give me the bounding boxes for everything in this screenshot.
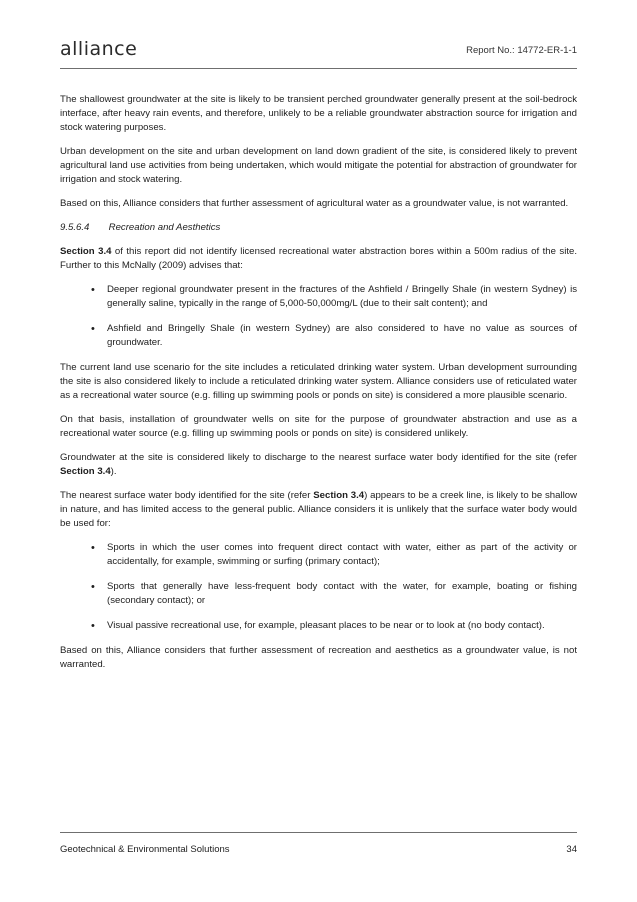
paragraph-recreation-conclusion: Based on this, Alliance considers that further assessment of recreation and aesthetics as a groundwater value, is not warranted. [60, 645, 577, 670]
page-number: 34 [566, 844, 577, 855]
paragraph-section-reference [60, 245, 577, 273]
list-item: • Ashfield and Bringelly Shale (in western Sydney) are also considered to have no value as sources of groundwater. [107, 322, 577, 350]
paragraph-agricultural-conclusion: Based on this, Alliance considers that further assessment of agricultural water as a groundwater value, is not warranted. [60, 198, 569, 209]
section-reference: Section 3.4 [313, 490, 365, 501]
bullet-list-mcnally [60, 283, 577, 350]
paragraph-text: Groundwater at the site is considered likely to discharge to the nearest surface water body identified for the site (refer [60, 452, 577, 463]
alliance-logo: alliance [60, 38, 138, 60]
paragraph-surface-water [60, 489, 577, 531]
paragraph-text: of this report did not identify licensed recreational water abstraction bores within a 500m radius of the site. Further to this McNally (2009) advises that: [60, 246, 577, 271]
list-item: • Deeper regional groundwater present in the fractures of the Ashfield / Bringelly Shale (in western Sydney) is generally saline, typically in the range of 5,000-50,000mg/L (due to their salt content); and [107, 283, 577, 311]
document-body [60, 93, 577, 682]
section-heading [60, 221, 577, 235]
list-item: • Sports that generally have less-frequent body contact with the water, for example, boating or fishing (secondary contact); or [107, 580, 577, 608]
list-item: • Sports in which the user comes into frequent direct contact with water, either as part of the activity or accidentally, for example, swimming or surfing (primary contact); [107, 541, 577, 569]
paragraph-text: The nearest surface water body identified for the site (refer [60, 490, 314, 501]
paragraph-discharge [60, 451, 577, 479]
list-item: • Visual passive recreational use, for example, pleasant places to be near or to look at (no body contact). [107, 619, 577, 633]
page-header [60, 36, 577, 69]
section-title: Recreation and Aesthetics [108, 222, 221, 233]
report-number: Report No.: 14772-ER-1-1 [466, 45, 577, 56]
paragraph-shallow-groundwater: The shallowest groundwater at the site is likely to be transient perched groundwater generally present at the soil-bedrock interface, after heavy rain events, and therefore, unlikely to be a reliable groundwater abstraction source for irrigation and stock watering purposes. [60, 94, 577, 133]
paragraph-wells-unlikely: On that basis, installation of groundwater wells on site for the purpose of groundwater abstraction and use as a recreational water source (e.g. filling up swimming pools or ponds on site) is considered unlikely. [60, 414, 577, 439]
paragraph-text: ) appears to be a creek line, is likely to be shallow in nature, and has limited access to the general public. Alliance considers it is unlikely that the surface water body would be used for: [60, 490, 577, 529]
section-reference: Section 3.4 [60, 466, 111, 477]
section-number: 9.5.6.4 [60, 222, 90, 233]
section-reference: Section 3.4 [60, 246, 112, 257]
footer-text: Geotechnical & Environmental Solutions [60, 844, 230, 855]
paragraph-land-use-scenario: The current land use scenario for the site includes a reticulated drinking water system. Urban development surrounding the site is also considered likely to include a reticulated drinking water system. Alliance considers use of reticulated water as a recreational water source (e.g. filling up swimming pools or ponds on site) is considered a more plausible scenario. [60, 362, 577, 401]
paragraph-urban-development: Urban development on the site and urban development on land down gradient of the site, is considered likely to prevent agricultural land use activities from being undertaken, which would mitigate the potential for abstraction of groundwater for irrigation and stock watering. [60, 146, 577, 185]
bullet-list-recreation [60, 541, 577, 633]
paragraph-text: ). [110, 466, 117, 477]
page-footer [60, 832, 577, 855]
